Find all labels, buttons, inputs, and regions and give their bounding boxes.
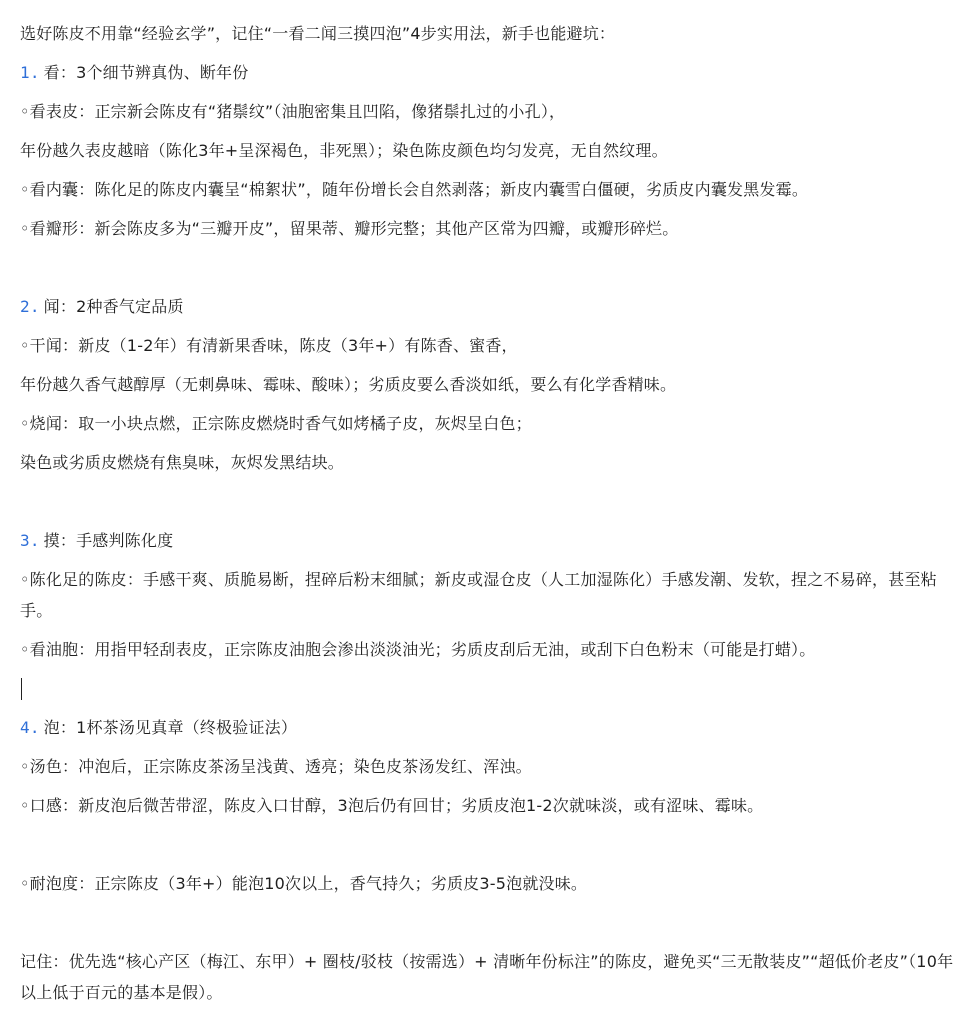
list-item: ◦陈化足的陈皮：手感干爽、质脆易断，捏碎后粉末细腻；新皮或湿仓皮（人工加湿陈化）手感发潮、发软，捏之不易碎，甚至粘手。 [20,570,937,620]
summary-paragraph: 记住：优先选“核心产区（梅江、东甲）+ 圈枝/驳枝（按需选）+ 清晰年份标注”的陈皮，避免买“三无散装皮”“超低价老皮”（10年以上低于百元的基本是假）。 [20,952,954,1002]
section-number: 2. [20,297,40,316]
section-title: 闻：2种香气定品质 [43,297,184,316]
list-item: ◦耐泡度：正宗陈皮（3年+）能泡10次以上，香气持久；劣质皮3-5泡就没味。 [20,874,588,893]
section-number: 4. [20,718,40,737]
list-item: ◦口感：新皮泡后微苦带涩，陈皮入口甘醇，3泡后仍有回甘；劣质皮泡1-2次就味淡，或有涩味、霉味。 [20,796,764,815]
paragraph-text: 年份越久香气越醇厚（无刺鼻味、霉味、酸味）；劣质皮要么香淡如纸，要么有化学香精味。 [20,375,677,394]
text-cursor-line[interactable] [20,669,960,708]
section-heading-look [20,53,960,92]
list-item: ◦干闻：新皮（1-2年）有清新果香味，陈皮（3年+）有陈香、蜜香， [20,336,518,355]
section-title: 摸：手感判陈化度 [43,531,174,550]
section-number: 3. [20,531,40,550]
section-title: 泡：1杯茶汤见真章（终极验证法） [43,718,298,737]
paragraph-text: 染色或劣质皮燃烧有焦臭味，灰烬发黑结块。 [20,453,345,472]
section-heading-touch [20,521,960,560]
section-heading-smell [20,287,960,326]
blank-line [20,903,960,942]
section-number: 1. [20,63,40,82]
list-item: ◦看瓣形：新会陈皮多为“三瓣开皮”，留果蒂、瓣形完整；其他产区常为四瓣，或瓣形碎烂。 [20,219,679,238]
intro-paragraph: 选好陈皮不用靠“经验玄学”，记住“一看二闻三摸四泡”4步实用法，新手也能避坑： [20,24,616,43]
blank-line [20,248,960,287]
list-item: ◦看表皮：正宗新会陈皮有“猪鬃纹”（油胞密集且凹陷，像猪鬃扎过的小孔）， [20,102,566,121]
list-item: ◦看内囊：陈化足的陈皮内囊呈“棉絮状”，随年份增长会自然剥落；新皮内囊雪白僵硬，劣质皮内囊发黑发霉。 [20,180,809,199]
list-item: ◦汤色：冲泡后，正宗陈皮茶汤呈浅黄、透亮；染色皮茶汤发红、浑浊。 [20,757,532,776]
section-heading-brew [20,708,960,747]
list-item: ◦看油胞：用指甲轻刮表皮，正宗陈皮油胞会渗出淡淡油光；劣质皮刮后无油，或刮下白色粉末（可能是打蜡）。 [20,640,816,659]
document-body [20,14,960,1012]
blank-line [20,482,960,521]
list-item: ◦烧闻：取一小块点燃，正宗陈皮燃烧时香气如烤橘子皮，灰烬呈白色； [20,414,532,433]
section-title: 看：3个细节辨真伪、断年份 [43,63,249,82]
text-cursor [21,678,22,700]
paragraph-text: 年份越久表皮越暗（陈化3年+呈深褐色，非死黑）；染色陈皮颜色均匀发亮，无自然纹理。 [20,141,668,160]
blank-line [20,825,960,864]
